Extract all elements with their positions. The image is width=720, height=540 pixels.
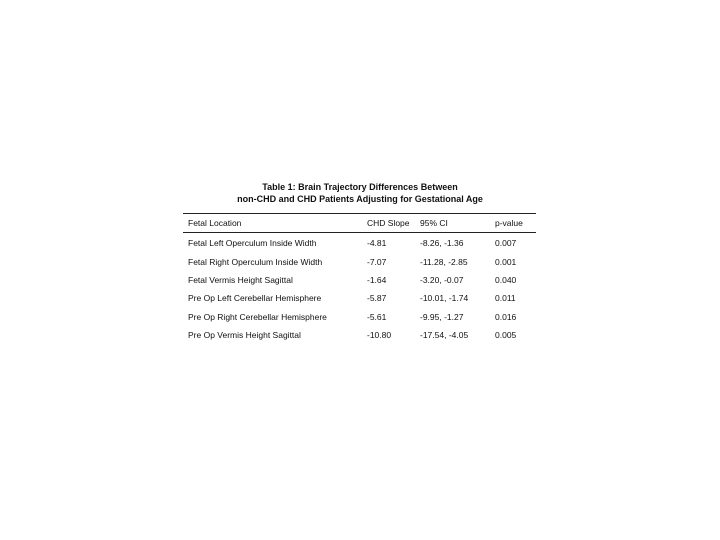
cell-chd-slope: -5.87 xyxy=(367,293,387,304)
cell-95-ci: -11.28, -2.85 xyxy=(420,256,468,267)
cell-p-value: 0.001 xyxy=(495,256,517,267)
cell-p-value: 0.011 xyxy=(495,293,516,304)
cell-95-ci: -9.95, -1.27 xyxy=(420,311,464,322)
cell-p-value: 0.040 xyxy=(495,274,517,285)
cell-location: Pre Op Left Cerebellar Hemisphere xyxy=(188,293,322,304)
results-table-container xyxy=(183,213,536,344)
results-table xyxy=(183,213,536,344)
cell-chd-slope: -10.80 xyxy=(367,330,392,341)
cell-p-value: 0.016 xyxy=(495,311,517,322)
cell-location: Fetal Left Operculum Inside Width xyxy=(188,238,317,249)
table-row xyxy=(183,233,536,253)
cell-location: Fetal Vermis Height Sagittal xyxy=(188,274,293,285)
header-chd-slope: CHD Slope xyxy=(367,218,410,228)
cell-chd-slope: -4.81 xyxy=(367,238,387,249)
cell-p-value: 0.007 xyxy=(495,238,517,249)
cell-95-ci: -17.54, -4.05 xyxy=(420,330,469,341)
header-95-ci: 95% CI xyxy=(420,218,448,228)
cell-p-value: 0.005 xyxy=(495,330,517,341)
table-row xyxy=(183,289,536,307)
table-header-row xyxy=(183,214,536,233)
table-row xyxy=(183,326,536,344)
cell-chd-slope: -7.07 xyxy=(367,256,387,267)
cell-chd-slope: -1.64 xyxy=(367,274,387,285)
table-title-line-1: Table 1: Brain Trajectory Differences Between xyxy=(262,182,458,192)
cell-location: Pre Op Vermis Height Sagittal xyxy=(188,330,301,341)
cell-location: Pre Op Right Cerebellar Hemisphere xyxy=(188,311,327,322)
table-row xyxy=(183,252,536,270)
cell-95-ci: -8.26, -1.36 xyxy=(420,238,464,249)
header-p-value: p-value xyxy=(495,218,523,228)
table-row xyxy=(183,308,536,326)
cell-95-ci: -3.20, -0.07 xyxy=(420,274,464,285)
table-title-line-2: non-CHD and CHD Patients Adjusting for Gestational Age xyxy=(237,194,483,204)
header-fetal-location: Fetal Location xyxy=(188,218,242,228)
table-row xyxy=(183,271,536,289)
table-title xyxy=(0,181,720,205)
cell-location: Fetal Right Operculum Inside Width xyxy=(188,256,323,267)
cell-95-ci: -10.01, -1.74 xyxy=(420,293,469,304)
cell-chd-slope: -5.61 xyxy=(367,311,387,322)
